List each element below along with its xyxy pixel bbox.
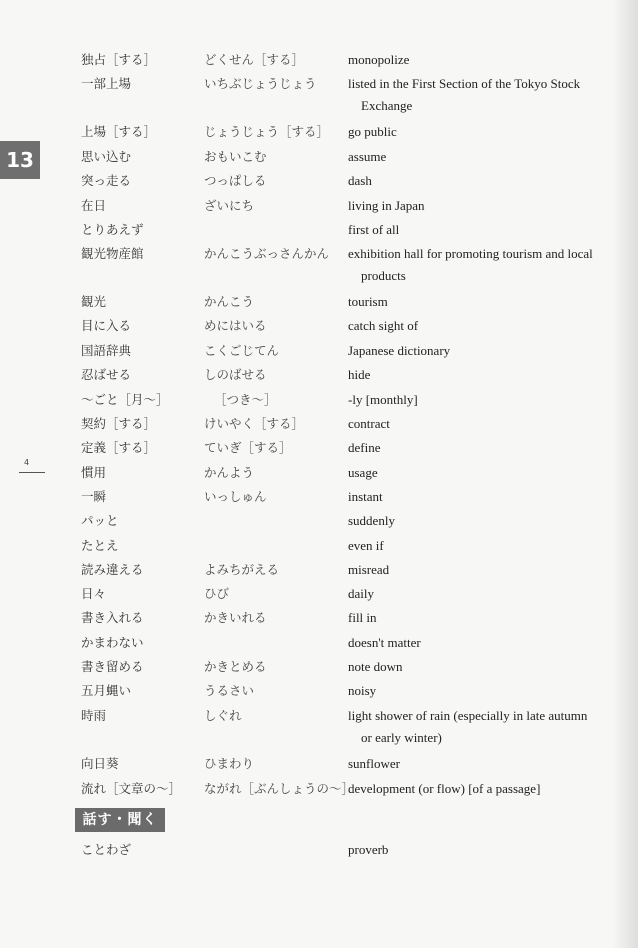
vocab-meaning-continued: or early winter) (361, 730, 442, 745)
vocab-row (0, 171, 638, 191)
vocab-reading: こくごじてん (204, 343, 280, 358)
vocab-row (0, 122, 638, 142)
vocab-reading: うるさい (204, 683, 255, 698)
vocab-kanji: 思い込む (81, 149, 132, 164)
vocab-meaning: monopolize (348, 52, 410, 67)
vocab-kanji: 定義［する］ (81, 440, 157, 455)
vocab-row (0, 463, 638, 483)
vocab-meaning: assume (348, 149, 387, 164)
vocab-row (0, 316, 638, 336)
vocab-kanji: 書き留める (81, 659, 144, 674)
vocab-meaning: hide (348, 367, 371, 382)
vocab-meaning: define (348, 440, 381, 455)
vocab-reading: いちぶじょうじょう (204, 76, 317, 91)
vocab-row (0, 706, 638, 726)
vocab-meaning: light shower of rain (especially in late autumn (348, 708, 588, 723)
vocab-kanji: 時雨 (81, 708, 107, 723)
vocab-kanji: 観光 (81, 294, 107, 309)
vocab-meaning: instant (348, 489, 383, 504)
vocab-reading: じょうじょう［する］ (204, 124, 330, 139)
vocab-meaning: living in Japan (348, 198, 425, 213)
vocab-row (0, 365, 638, 385)
vocab-reading: かんこうぶっさんかん (204, 246, 330, 261)
vocab-reading: かきいれる (204, 610, 267, 625)
vocab-row (0, 74, 638, 94)
vocab-kanji: 契約［する］ (81, 416, 157, 431)
vocab-reading: しのばせる (204, 367, 267, 382)
vocab-reading: ひまわり (204, 756, 255, 771)
vocab-kanji: ～ごと［月～］ (81, 392, 169, 407)
vocab-row (0, 536, 638, 556)
vocab-kanji: 上場［する］ (81, 124, 157, 139)
vocab-kanji: 在日 (81, 198, 107, 213)
vocab-meaning: suddenly (348, 513, 395, 528)
vocab-row-continued (0, 728, 638, 748)
vocab-reading: めにはいる (204, 318, 267, 333)
vocab-reading: いっしゅん (204, 489, 267, 504)
vocab-meaning: daily (348, 586, 374, 601)
vocab-reading: よみちがえる (204, 562, 280, 577)
vocab-row (0, 633, 638, 653)
vocab-kanji: 一瞬 (81, 489, 107, 504)
vocab-reading: ざいにち (204, 198, 255, 213)
vocab-meaning: fill in (348, 610, 377, 625)
vocab-kanji: パッと (81, 513, 119, 528)
vocab-kanji: 独占［する］ (81, 52, 157, 67)
vocab-reading: かきとめる (204, 659, 267, 674)
vocab-reading: かんよう (204, 465, 255, 480)
vocab-meaning: tourism (348, 294, 388, 309)
vocab-row (0, 390, 638, 410)
vocab-meaning: -ly [monthly] (348, 392, 418, 407)
vocab-meaning-continued: Exchange (361, 98, 413, 113)
vocab-kanji: 目に入る (81, 318, 132, 333)
vocab-meaning: doesn't matter (348, 635, 421, 650)
vocab-meaning: exhibition hall for promoting tourism and local (348, 246, 593, 261)
vocab-kanji: 一部上場 (81, 76, 132, 91)
vocab-row-continued (0, 266, 638, 286)
vocab-row (0, 487, 638, 507)
vocab-row (0, 414, 638, 434)
vocab-meaning: first of all (348, 222, 400, 237)
vocab-row (0, 840, 638, 860)
vocab-row (0, 511, 638, 531)
vocab-reading: かんこう (204, 294, 255, 309)
vocab-kanji: 向日葵 (81, 756, 119, 771)
vocab-meaning: listed in the First Section of the Tokyo Stock (348, 76, 581, 91)
vocab-meaning: sunflower (348, 756, 400, 771)
vocab-kanji: かまわない (81, 635, 144, 650)
vocab-reading: つっぱしる (204, 173, 267, 188)
vocab-meaning: noisy (348, 683, 377, 698)
vocab-row (0, 560, 638, 580)
vocab-row (0, 779, 638, 799)
vocab-kanji: 書き入れる (81, 610, 144, 625)
vocab-meaning: contract (348, 416, 390, 431)
vocab-kanji: 読み違える (81, 562, 144, 577)
vocab-row-continued (0, 96, 638, 116)
vocab-meaning: Japanese dictionary (348, 343, 451, 358)
vocab-reading: ［つき～］ (214, 392, 277, 407)
vocab-meaning: misread (348, 562, 390, 577)
vocab-meaning: dash (348, 173, 372, 188)
section-heading: 話す・聞く (75, 808, 165, 832)
vocab-kanji: 突っ走る (81, 173, 132, 188)
vocab-meaning: even if (348, 538, 384, 553)
vocab-meaning-continued: products (361, 268, 406, 283)
page-number: 4 (24, 458, 30, 467)
vocab-kanji: 忍ばせる (81, 367, 132, 382)
chapter-tab: 13 (0, 141, 40, 179)
vocab-row (0, 220, 638, 240)
vocab-reading: おもいこむ (204, 149, 267, 164)
vocab-kanji: 五月蝿い (81, 683, 132, 698)
vocab-row (0, 754, 638, 774)
vocab-reading: けいやく［する］ (204, 416, 305, 431)
vocab-meaning: go public (348, 124, 397, 139)
vocab-row (0, 657, 638, 677)
vocab-reading: どくせん［する］ (204, 52, 305, 67)
vocab-kanji: とりあえず (81, 222, 144, 237)
vocab-row (0, 584, 638, 604)
vocab-row (0, 292, 638, 312)
vocab-meaning: note down (348, 659, 403, 674)
vocab-kanji: 観光物産館 (81, 246, 144, 261)
vocab-row (0, 147, 638, 167)
vocab-reading: ていぎ［する］ (204, 440, 292, 455)
vocab-meaning: usage (348, 465, 378, 480)
vocab-row (0, 438, 638, 458)
vocab-kanji: 日々 (81, 586, 107, 601)
vocab-row (0, 196, 638, 216)
vocab-kanji: 流れ［文章の～］ (81, 781, 182, 796)
vocab-row (0, 681, 638, 701)
vocab-row (0, 608, 638, 628)
vocab-reading: ひび (204, 586, 230, 601)
vocab-meaning: proverb (348, 842, 389, 857)
vocab-row (0, 341, 638, 361)
vocab-reading: ながれ［ぶんしょうの～］ (204, 781, 355, 796)
vocab-kanji: 国語辞典 (81, 343, 132, 358)
vocab-meaning: development (or flow) [of a passage] (348, 781, 541, 796)
vocab-kanji: 慣用 (81, 465, 107, 480)
vocab-kanji: たとえ (81, 538, 119, 553)
vocab-reading: しぐれ (204, 708, 242, 723)
vocab-kanji: ことわざ (81, 842, 132, 857)
vocab-row (0, 50, 638, 70)
vocab-row (0, 244, 638, 264)
vocab-meaning: catch sight of (348, 318, 419, 333)
